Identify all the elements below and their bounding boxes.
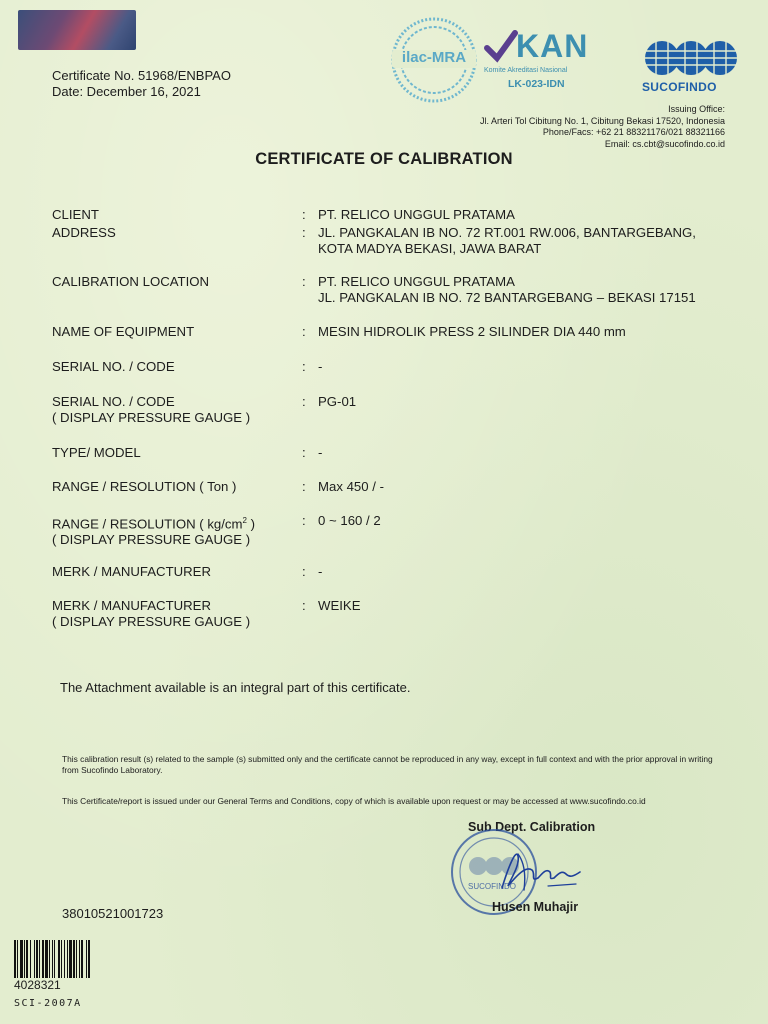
disclaimer-1-line-1: This calibration result (s) related to the sample (s) submitted only and the certificate cannot be reproduced in any way, except in full context and with the prior approval in writing <box>62 754 713 764</box>
barcode-number: 4028321 <box>14 978 61 992</box>
range-gauge-label-close: ) <box>246 516 256 532</box>
colon: : <box>302 598 306 613</box>
stamp-text: SUCOFINDO <box>468 882 516 891</box>
type-label: TYPE/ MODEL <box>52 445 141 460</box>
merk-gauge-label-line-2: ( DISPLAY PRESSURE GAUGE ) <box>52 614 251 629</box>
merk-gauge-label <box>52 598 302 630</box>
kan-code: LK-023-IDN <box>508 78 565 90</box>
location-value <box>318 274 748 306</box>
range-gauge-label-text: RANGE / RESOLUTION ( kg/cm <box>52 516 243 532</box>
merk-gauge-label-line-1: MERK / MANUFACTURER <box>52 598 211 613</box>
disclaimer-1-line-2: from Sucofindo Laboratory. <box>62 765 163 775</box>
handwritten-signature <box>488 838 588 898</box>
issuing-office-address: Jl. Arteri Tol Cibitung No. 1, Cibitung Bekasi 17520, Indonesia <box>480 115 725 126</box>
issuing-office-email: Email: cs.cbt@sucofindo.co.id <box>604 138 725 149</box>
certificate-date: Date: December 16, 2021 <box>52 84 201 99</box>
sucofindo-globe-icon <box>644 38 738 78</box>
serial-gauge-label <box>52 394 302 426</box>
range-gauge-label-sup: 2 <box>242 516 247 525</box>
sucofindo-logo <box>640 38 740 98</box>
signatory-name: Husen Muhajir <box>492 900 579 914</box>
colon: : <box>302 513 306 528</box>
address-value <box>318 225 748 257</box>
serial-gauge-value: PG-01 <box>318 394 357 409</box>
colon: : <box>302 564 306 579</box>
colon: : <box>302 207 306 222</box>
colon: : <box>302 394 306 409</box>
disclaimer-1 <box>62 754 742 776</box>
document-number: 38010521001723 <box>62 906 164 921</box>
serial-label: SERIAL NO. / CODE <box>52 359 175 374</box>
colon: : <box>302 324 306 339</box>
location-line-1: PT. RELICO UNGGUL PRATAMA <box>318 274 515 289</box>
signature-dept: Sub Dept. Calibration <box>468 820 596 834</box>
security-band <box>18 10 136 50</box>
serial-value: - <box>318 359 323 374</box>
kan-check-icon <box>484 30 518 64</box>
kan-text: KAN <box>516 28 589 64</box>
type-value: - <box>318 445 323 460</box>
merk-gauge-value: WEIKE <box>318 598 361 613</box>
disclaimer-2: This Certificate/report is issued under our General Terms and Conditions, copy of which is available upon request or may be accessed at www.sucofindo.co.id <box>62 796 646 806</box>
certificate-number: Certificate No. 51968/ENBPAO <box>52 68 231 83</box>
range-gauge-label <box>52 513 302 548</box>
issuing-office-label: Issuing Office: <box>668 104 725 114</box>
ilac-mra-text: ilac-MRA <box>401 49 467 66</box>
sucofindo-text: SUCOFINDO <box>642 80 717 94</box>
kan-subtitle: Komite Akreditasi Nasional <box>484 67 568 74</box>
range-gauge-value: 0 ~ 160 / 2 <box>318 513 381 528</box>
serial-gauge-label-line-1: SERIAL NO. / CODE <box>52 394 175 409</box>
address-line-1: JL. PANGKALAN IB NO. 72 RT.001 RW.006, BANTARGEBANG, <box>318 225 696 240</box>
attachment-note: The Attachment available is an integral part of this certificate. <box>60 680 411 695</box>
range-label: RANGE / RESOLUTION ( Ton ) <box>52 479 237 494</box>
client-value: PT. RELICO UNGGUL PRATAMA <box>318 207 515 222</box>
issuing-office-phone: Phone/Facs: +62 21 88321176/021 88321166 <box>542 127 725 137</box>
document-title: CERTIFICATE OF CALIBRATION <box>255 150 513 168</box>
location-label: CALIBRATION LOCATION <box>52 274 210 289</box>
client-label: CLIENT <box>52 207 99 222</box>
range-value: Max 450 / - <box>318 479 384 494</box>
location-line-2: JL. PANGKALAN IB NO. 72 BANTARGEBANG – BEKASI 17151 <box>318 290 696 305</box>
merk-value: - <box>318 564 323 579</box>
address-label: ADDRESS <box>52 225 116 240</box>
colon: : <box>302 225 306 240</box>
issuing-office <box>480 104 725 150</box>
colon: : <box>302 479 306 494</box>
equipment-value: MESIN HIDROLIK PRESS 2 SILINDER DIA 440 mm <box>318 324 626 339</box>
serial-gauge-label-line-2: ( DISPLAY PRESSURE GAUGE ) <box>52 410 251 425</box>
colon: : <box>302 445 306 460</box>
form-code: SCI-2007A <box>14 998 82 1009</box>
equipment-label: NAME OF EQUIPMENT <box>52 324 195 339</box>
barcode <box>14 940 119 978</box>
colon: : <box>302 274 306 289</box>
ilac-mra-logo <box>388 16 480 104</box>
address-line-2: KOTA MADYA BEKASI, JAWA BARAT <box>318 241 542 256</box>
colon: : <box>302 359 306 374</box>
merk-label: MERK / MANUFACTURER <box>52 564 211 579</box>
kan-logo <box>484 28 614 98</box>
range-gauge-label-line-2: ( DISPLAY PRESSURE GAUGE ) <box>52 532 251 548</box>
